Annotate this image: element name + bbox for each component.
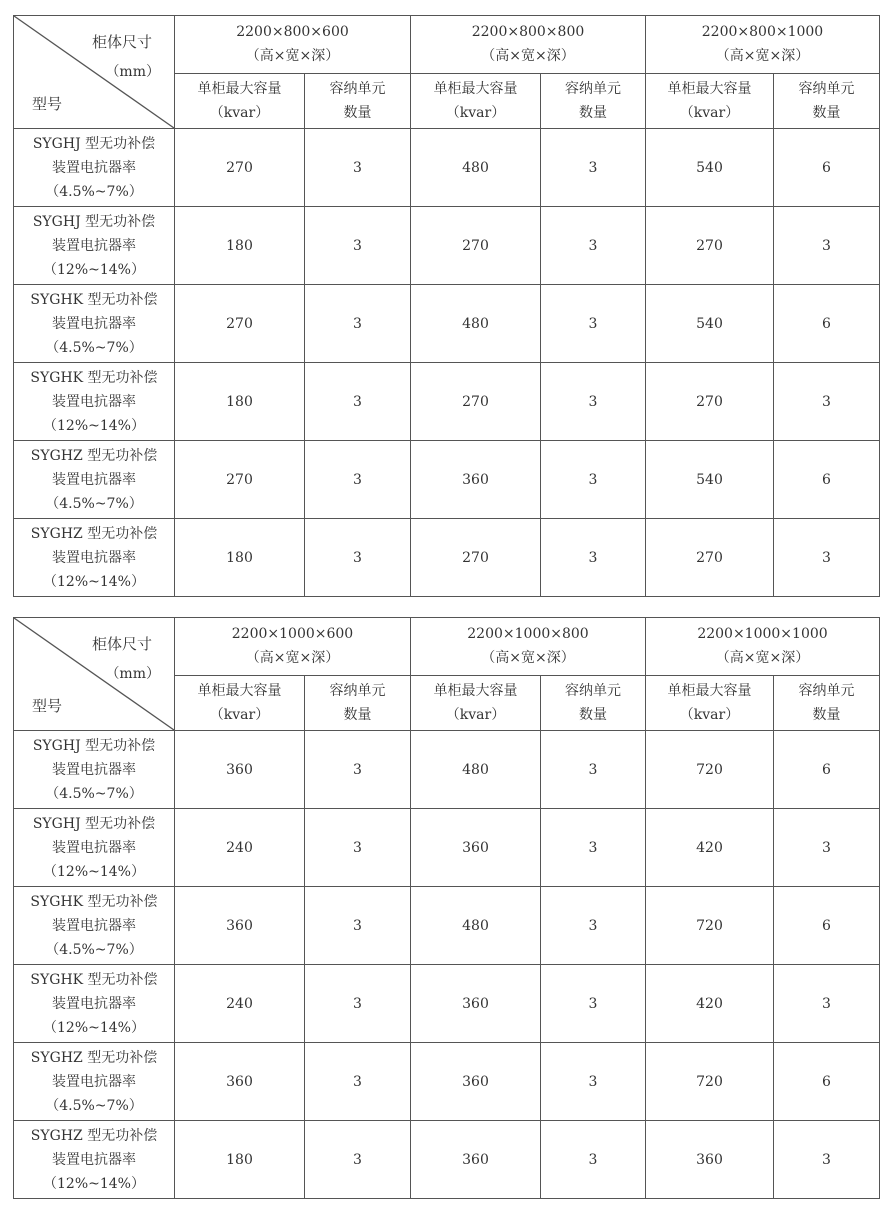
model-cell: SYGHK 型无功补偿 装置电抗器率 （4.5%~7%）: [14, 285, 175, 363]
unit-count-value: 3: [305, 519, 411, 597]
capacity-spec-table-1: [13, 15, 880, 597]
capacity-header: 单柜最大容量 （kvar）: [411, 73, 541, 129]
model-label: 型号: [32, 697, 63, 715]
capacity-value: 180: [175, 363, 305, 441]
dimension-header: [411, 618, 646, 676]
model-cell: SYGHZ 型无功补偿 装置电抗器率 （4.5%~7%）: [14, 1043, 175, 1121]
model-cell: SYGHK 型无功补偿 装置电抗器率 （12%~14%）: [14, 363, 175, 441]
capacity-value: 360: [175, 1043, 305, 1121]
unit-count-value: 3: [541, 285, 646, 363]
corner-header-cell: [14, 16, 175, 129]
table-row: [14, 207, 880, 285]
unit-count-value: 3: [541, 1043, 646, 1121]
unit-count-value: 3: [774, 965, 880, 1043]
dimension-header: [411, 16, 646, 74]
capacity-spec-table-2: [13, 617, 880, 1199]
table-row: [14, 731, 880, 809]
capacity-value: 480: [411, 731, 541, 809]
dimension-value: 2200×1000×800: [467, 626, 589, 643]
unit-count-header: 容纳单元 数量: [541, 73, 646, 129]
capacity-value: 360: [175, 731, 305, 809]
unit-count-header: 容纳单元 数量: [305, 73, 411, 129]
unit-count-value: 3: [305, 285, 411, 363]
dimension-suffix: （高×宽×深）: [715, 48, 810, 65]
capacity-value: 420: [646, 965, 774, 1043]
unit-count-value: 3: [774, 1121, 880, 1199]
dimension-suffix: （高×宽×深）: [245, 650, 340, 667]
dimension-header: [175, 618, 411, 676]
dimension-suffix: （高×宽×深）: [481, 650, 575, 667]
unit-count-header: 容纳单元 数量: [305, 675, 411, 731]
unit-count-value: 6: [774, 285, 880, 363]
unit-count-value: 3: [305, 363, 411, 441]
capacity-header: 单柜最大容量 （kvar）: [411, 675, 541, 731]
capacity-value: 540: [646, 285, 774, 363]
capacity-value: 270: [411, 363, 541, 441]
table-row: [14, 809, 880, 887]
unit-count-value: 3: [541, 441, 646, 519]
unit-count-value: 3: [774, 519, 880, 597]
table-row: [14, 129, 880, 207]
capacity-value: 270: [646, 207, 774, 285]
model-cell: SYGHJ 型无功补偿 装置电抗器率 （12%~14%）: [14, 809, 175, 887]
dimension-suffix: （高×宽×深）: [481, 48, 575, 65]
unit-count-value: 3: [305, 129, 411, 207]
model-cell: SYGHZ 型无功补偿 装置电抗器率 （12%~14%）: [14, 1121, 175, 1199]
unit-count-value: 6: [774, 441, 880, 519]
dimension-header: [646, 16, 880, 74]
unit-count-value: 3: [541, 519, 646, 597]
unit-count-value: 3: [774, 207, 880, 285]
unit-count-value: 3: [305, 1043, 411, 1121]
unit-label: （mm）: [105, 666, 160, 682]
dimension-header: [175, 16, 411, 74]
unit-count-value: 3: [541, 1121, 646, 1199]
dimension-suffix: （高×宽×深）: [245, 48, 340, 65]
table-row: [14, 441, 880, 519]
dimension-value: 2200×800×1000: [701, 24, 824, 41]
corner-header-cell: [14, 618, 175, 731]
capacity-value: 360: [646, 1121, 774, 1199]
unit-count-value: 3: [305, 1121, 411, 1199]
capacity-value: 180: [175, 519, 305, 597]
dimension-header: [646, 618, 880, 676]
table-row: [14, 965, 880, 1043]
capacity-value: 720: [646, 887, 774, 965]
dimension-suffix: （高×宽×深）: [715, 650, 810, 667]
table-row: [14, 1043, 880, 1121]
capacity-value: 540: [646, 441, 774, 519]
unit-count-value: 3: [541, 129, 646, 207]
unit-count-value: 3: [305, 965, 411, 1043]
dimension-value: 2200×1000×1000: [697, 626, 828, 643]
capacity-value: 270: [411, 207, 541, 285]
capacity-value: 360: [411, 809, 541, 887]
unit-count-value: 6: [774, 1043, 880, 1121]
capacity-value: 270: [175, 285, 305, 363]
unit-count-value: 6: [774, 129, 880, 207]
capacity-value: 240: [175, 965, 305, 1043]
model-cell: SYGHK 型无功补偿 装置电抗器率 （12%~14%）: [14, 965, 175, 1043]
dimension-value: 2200×800×600: [236, 24, 349, 41]
capacity-value: 240: [175, 809, 305, 887]
unit-count-value: 3: [541, 363, 646, 441]
capacity-header: 单柜最大容量 （kvar）: [646, 675, 774, 731]
capacity-value: 360: [411, 1121, 541, 1199]
model-cell: SYGHJ 型无功补偿 装置电抗器率 （4.5%~7%）: [14, 129, 175, 207]
model-cell: SYGHJ 型无功补偿 装置电抗器率 （4.5%~7%）: [14, 731, 175, 809]
table-row: [14, 363, 880, 441]
unit-count-value: 3: [305, 887, 411, 965]
table-row: [14, 519, 880, 597]
unit-count-value: 3: [541, 207, 646, 285]
unit-count-value: 3: [541, 731, 646, 809]
capacity-value: 480: [411, 887, 541, 965]
capacity-value: 420: [646, 809, 774, 887]
model-label: 型号: [32, 95, 63, 113]
dimension-value: 2200×1000×600: [231, 626, 354, 643]
capacity-value: 270: [411, 519, 541, 597]
table-row: [14, 887, 880, 965]
unit-count-value: 3: [774, 363, 880, 441]
capacity-value: 270: [175, 441, 305, 519]
capacity-value: 360: [411, 441, 541, 519]
model-cell: SYGHJ 型无功补偿 装置电抗器率 （12%~14%）: [14, 207, 175, 285]
unit-count-value: 3: [305, 441, 411, 519]
model-cell: SYGHZ 型无功补偿 装置电抗器率 （4.5%~7%）: [14, 441, 175, 519]
capacity-value: 480: [411, 129, 541, 207]
capacity-value: 720: [646, 1043, 774, 1121]
unit-count-value: 3: [774, 809, 880, 887]
unit-count-value: 3: [541, 887, 646, 965]
cabinet-size-label: 柜体尺寸: [91, 33, 152, 51]
capacity-value: 360: [411, 965, 541, 1043]
unit-count-value: 6: [774, 887, 880, 965]
table-row: [14, 1121, 880, 1199]
unit-count-header: 容纳单元 数量: [774, 73, 880, 129]
unit-count-value: 3: [305, 809, 411, 887]
table-row: [14, 285, 880, 363]
unit-count-value: 6: [774, 731, 880, 809]
capacity-value: 360: [175, 887, 305, 965]
capacity-value: 270: [175, 129, 305, 207]
capacity-value: 180: [175, 207, 305, 285]
unit-count-value: 3: [305, 731, 411, 809]
unit-count-value: 3: [541, 809, 646, 887]
capacity-value: 720: [646, 731, 774, 809]
cabinet-size-label: 柜体尺寸: [91, 635, 152, 653]
unit-count-value: 3: [305, 207, 411, 285]
unit-label: （mm）: [105, 64, 160, 80]
capacity-value: 360: [411, 1043, 541, 1121]
capacity-value: 270: [646, 519, 774, 597]
capacity-header: 单柜最大容量 （kvar）: [646, 73, 774, 129]
unit-count-header: 容纳单元 数量: [541, 675, 646, 731]
unit-count-value: 3: [541, 965, 646, 1043]
capacity-value: 480: [411, 285, 541, 363]
unit-count-header: 容纳单元 数量: [774, 675, 880, 731]
capacity-header: 单柜最大容量 （kvar）: [175, 73, 305, 129]
dimension-value: 2200×800×800: [471, 24, 585, 41]
capacity-header: 单柜最大容量 （kvar）: [175, 675, 305, 731]
capacity-value: 270: [646, 363, 774, 441]
model-cell: SYGHK 型无功补偿 装置电抗器率 （4.5%~7%）: [14, 887, 175, 965]
capacity-value: 180: [175, 1121, 305, 1199]
capacity-value: 540: [646, 129, 774, 207]
model-cell: SYGHZ 型无功补偿 装置电抗器率 （12%~14%）: [14, 519, 175, 597]
